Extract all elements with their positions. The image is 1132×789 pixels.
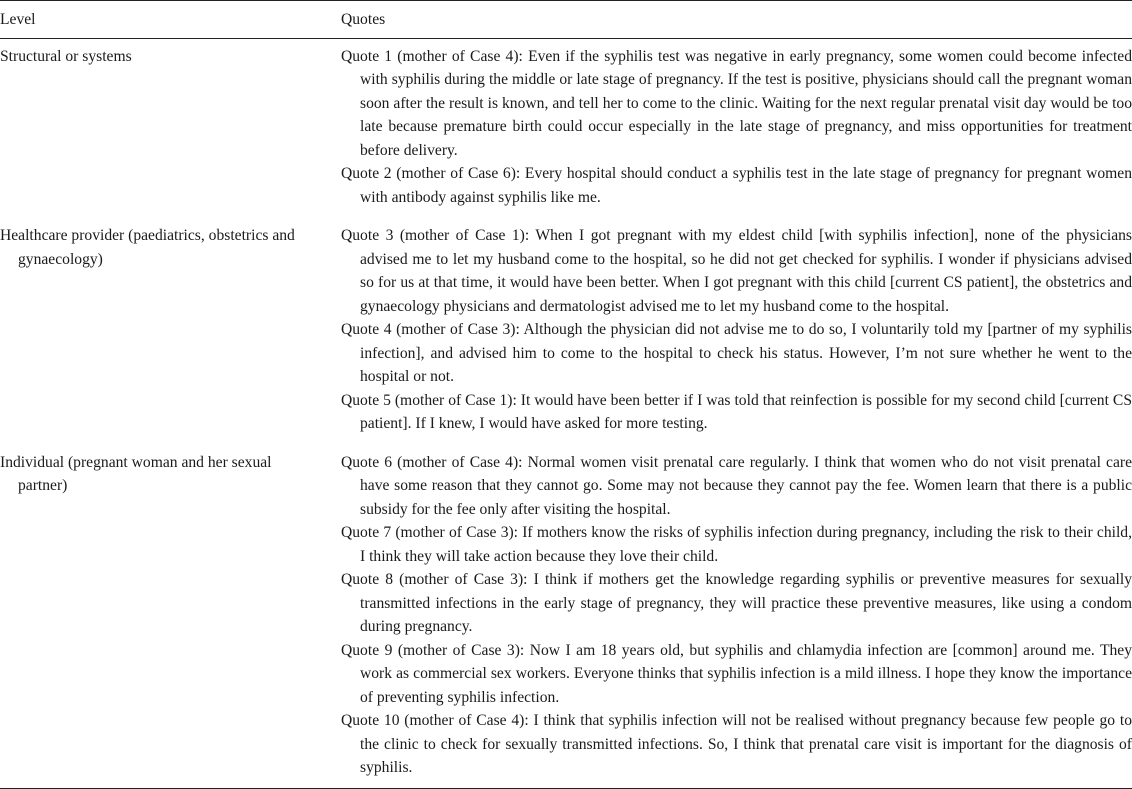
table-row-structural bbox=[0, 38, 1132, 219]
level-label: Healthcare provider (paediatrics, obstetrics and gynaecology) bbox=[0, 227, 295, 268]
quotes-cell bbox=[341, 219, 1132, 446]
quote-1: Quote 1 (mother of Case 4): Even if the syphilis test was negative in early pregnancy, some women could become infected with syphilis during the middle or late stage of pregnancy. If the test is positive, physicians should call the pregnant woman soon after the result is known, and tell her to come to the clinic. Waiting for the next regular prenatal visit day would be too late because premature birth could occur especially in the late stage of pregnancy, and miss opportunities for treatment before delivery. bbox=[341, 47, 1132, 159]
quotes-cell bbox=[341, 38, 1132, 219]
level-cell bbox=[0, 38, 341, 219]
header-row bbox=[0, 1, 1132, 39]
quote-2: Quote 2 (mother of Case 6): Every hospital should conduct a syphilis test in the late stage of pregnancy for pregnant women with antibody against syphilis like me. bbox=[341, 165, 1132, 206]
table-row-healthcare-provider bbox=[0, 219, 1132, 446]
level-label: Structural or systems bbox=[0, 47, 132, 65]
table-row-individual bbox=[0, 446, 1132, 789]
level-cell bbox=[0, 446, 341, 789]
quote-4: Quote 4 (mother of Case 3): Although the physician did not advise me to do so, I voluntarily told my [partner of my syphilis infection], and advised him to come to the hospital to check his status. However, I’m not sure whether he went to the hospital or not. bbox=[341, 321, 1132, 385]
quote-3: Quote 3 (mother of Case 1): When I got pregnant with my eldest child [with syphilis infection], none of the physicians advised me to let my husband come to the hospital, so he did not get checked for syphilis. I wonder if physicians advised so for us at that time, it would have been better. When I got pregnant with this child [current CS patient], the obstetrics and gynaecology physicians and dermatologist advised me to let my husband come to the hospital. bbox=[341, 227, 1132, 315]
quote-5: Quote 5 (mother of Case 1): It would have been better if I was told that reinfection is possible for my second child [current CS patient]. If I knew, I would have asked for more testing. bbox=[341, 391, 1132, 432]
header-level: Level bbox=[0, 1, 341, 39]
quote-10: Quote 10 (mother of Case 4): I think that syphilis infection will not be realised without pregnancy because few people go to the clinic to check for sexually transmitted infections. So, I think that prenatal care visit is important for the diagnosis of syphilis. bbox=[341, 712, 1132, 776]
table-header bbox=[0, 1, 1132, 39]
header-quotes: Quotes bbox=[341, 1, 1132, 39]
quote-7: Quote 7 (mother of Case 3): If mothers know the risks of syphilis infection during pregnancy, including the risk to their child, I think they will take action because they love their child. bbox=[341, 524, 1132, 565]
level-cell bbox=[0, 219, 341, 446]
quotes-cell bbox=[341, 446, 1132, 789]
quote-6: Quote 6 (mother of Case 4): Normal women visit prenatal care regularly. I think that women who do not visit prenatal care have some reason that they cannot go. Some may not because they cannot pay the fee. Women learn that there is a public subsidy for the fee only after visiting the hospital. bbox=[341, 453, 1132, 518]
level-label: Individual (pregnant woman and her sexual partner) bbox=[0, 453, 272, 494]
quote-8: Quote 8 (mother of Case 3): I think if mothers get the knowledge regarding syphilis or preventive measures for sexually transmitted infections in the early stage of pregnancy, they will practice these preventive measures, like using a condom during pregnancy. bbox=[341, 571, 1132, 635]
quote-9: Quote 9 (mother of Case 3): Now I am 18 years old, but syphilis and chlamydia infection are [common] around me. They work as commercial sex workers. Everyone thinks that syphilis infection is a mild illness. I hope they know the importance of preventing syphilis infection. bbox=[341, 641, 1132, 706]
